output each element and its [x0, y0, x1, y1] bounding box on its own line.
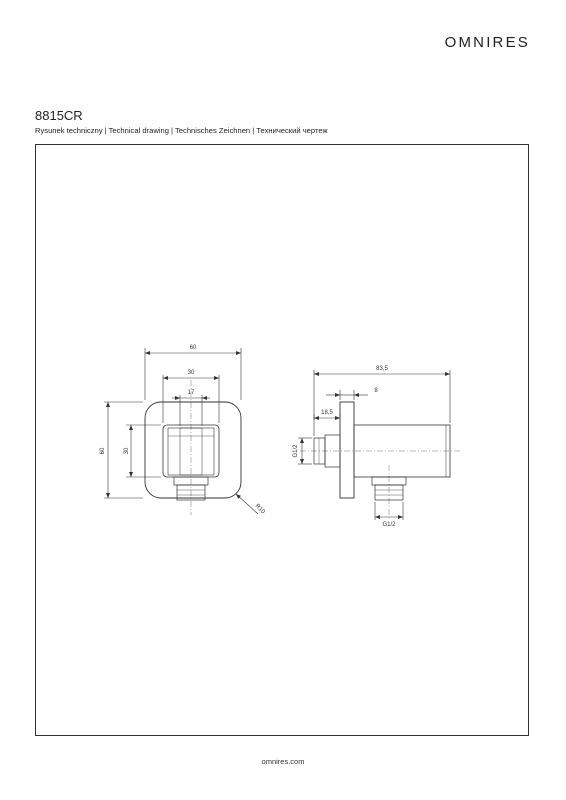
drawing-subtitle: Rysunek techniczny | Technical drawing | Technisches Zeichnen | Технический чертеж [35, 126, 328, 135]
dim-radius-r10: R10 [253, 503, 266, 516]
dim-outlet-thread: G1/2 [382, 522, 396, 528]
dim-flange-8: 8 [374, 388, 378, 394]
dim-slot-17: 17 [187, 390, 195, 396]
dim-inner-width-30: 30 [187, 370, 195, 376]
dim-width-60: 60 [189, 345, 197, 351]
dim-inlet-thread: G1/2 [293, 444, 299, 458]
side-view [298, 370, 462, 520]
front-view [104, 348, 258, 515]
brand-logo: OMNIRES [444, 34, 530, 51]
dim-inner-height-30: 30 [124, 447, 130, 455]
footer-url: omnires.com [261, 757, 305, 766]
dim-nipple-18-5: 18,5 [321, 410, 333, 416]
dim-length-83-5: 83,5 [376, 366, 388, 372]
dim-height-60: 60 [100, 447, 106, 455]
model-number: 8815CR [35, 108, 83, 123]
